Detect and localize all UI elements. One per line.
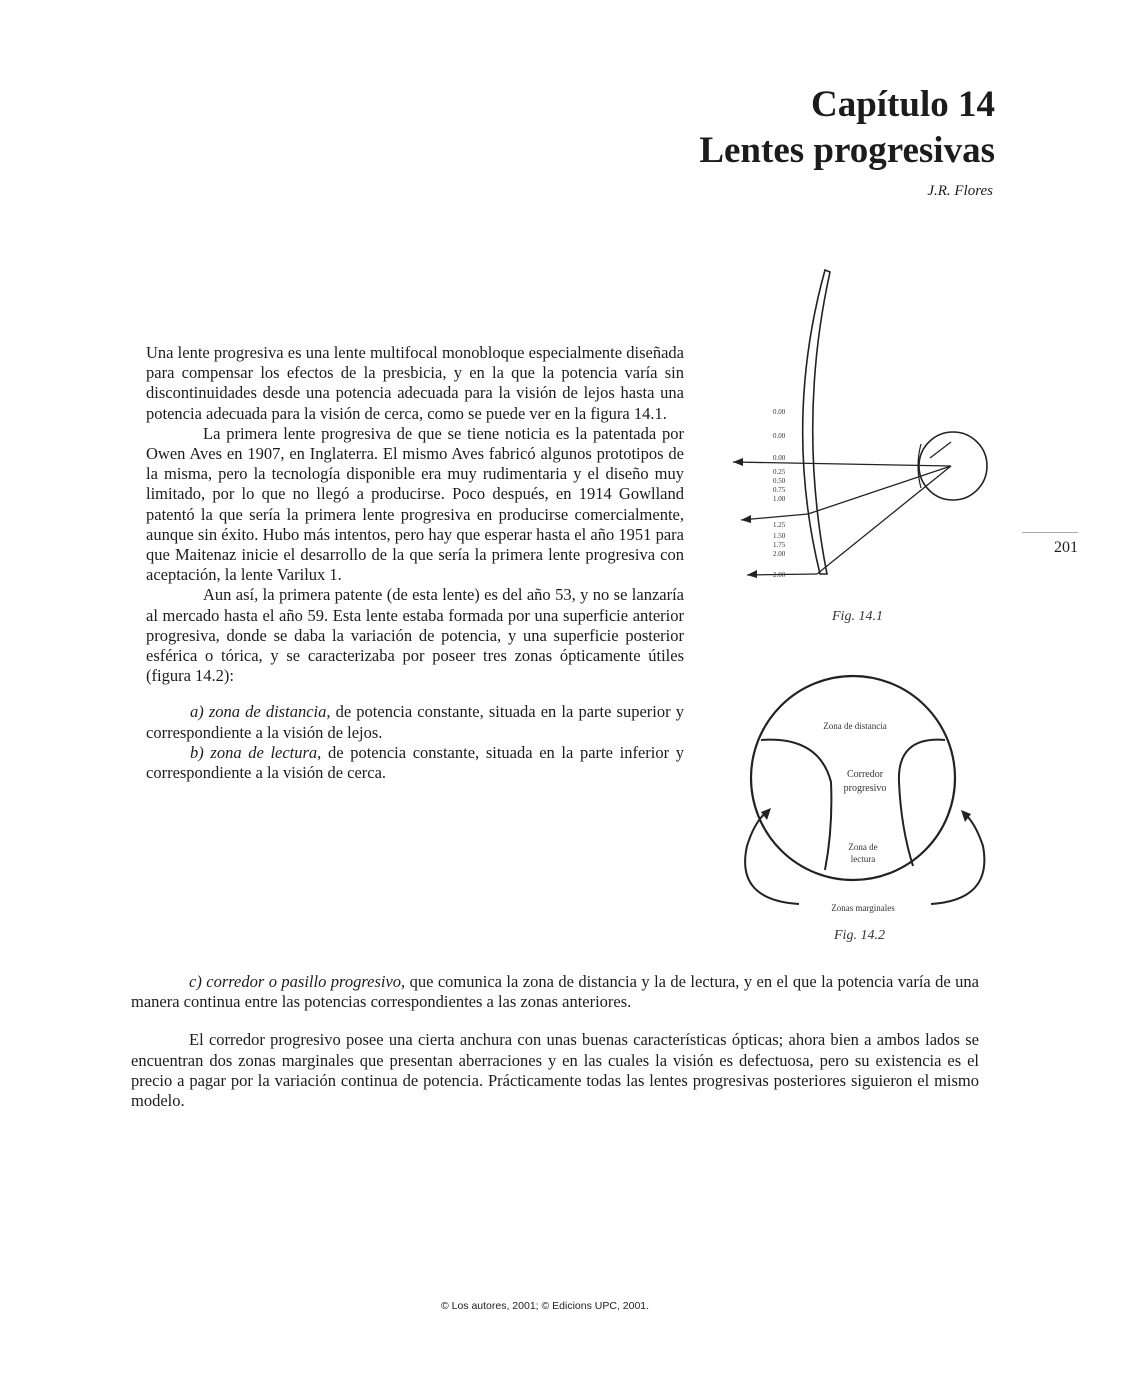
power-label: 0.00 xyxy=(773,432,786,440)
paragraph-2: La primera lente progresiva de que se tiene noticia es la patentada por Owen Aves en 1907, en Inglaterra. El mismo Aves fabricó algunos prototipos de la misma, pero la tecnología disponible era muy rudimentaria y el diseño muy limitado, por lo que no llegó a producirse. Poco después, en 1914 Gowlland patentó la que sería la primera lente progresiva en producirse comercialmente, aunque sin éxito. Hubo más intentos, pero hay que esperar hasta el año 1951 para que Maitenaz inicie el desarrollo de la que sería la primera lente progresiva con aceptación, la lente Varilux 1. xyxy=(146,423,684,585)
page-number: 201 xyxy=(1022,532,1078,557)
boundary-right xyxy=(899,740,945,866)
power-label: 1.25 xyxy=(773,521,786,529)
ray-mid-arrow xyxy=(741,515,751,523)
body-column xyxy=(146,343,684,783)
list-item-corredor xyxy=(131,972,979,1012)
label-zonas-marginales: Zonas marginales xyxy=(831,903,895,913)
list-term: a) zona de distancia, xyxy=(190,702,331,722)
list-term: b) zona de lectura, xyxy=(190,742,322,762)
ray-far-arrow xyxy=(733,458,743,466)
lens-shape xyxy=(803,270,830,574)
boundary-left xyxy=(761,740,831,870)
figure-14-2-caption: Fig. 14.2 xyxy=(834,928,885,943)
ray-top xyxy=(930,442,951,458)
list-item-lectura xyxy=(146,743,684,783)
label-corredor: Corredor xyxy=(846,769,884,780)
chapter-title xyxy=(699,82,995,174)
power-label: 0.25 xyxy=(773,468,786,476)
power-label: 0.50 xyxy=(773,477,786,485)
power-label: 1.75 xyxy=(773,541,786,549)
label-zona-de: Zona de xyxy=(848,842,878,852)
list-term: c) corredor o pasillo progresivo, xyxy=(189,972,406,991)
ray-near-arrow xyxy=(747,570,757,578)
list-text: que comunica la zona de distancia y la de lectura, y en el que la potencia varía de una manera continua entre las potencias correspondientes a las zonas anteriores. xyxy=(131,972,979,1012)
list-text: de potencia constante, situada en la parte inferior y correspondiente a la visión de cerca. xyxy=(146,742,684,783)
label-progresivo: progresivo xyxy=(843,783,887,794)
power-label: 2.00 xyxy=(773,550,786,558)
figure-14-1-caption: Fig. 14.1 xyxy=(832,609,883,624)
power-label: 0.00 xyxy=(773,454,786,462)
arrow-left-head xyxy=(761,808,771,820)
list-text: de potencia constante, situada en la parte superior y correspondiente a la visión de lejos. xyxy=(146,702,684,742)
power-label: 0.00 xyxy=(773,408,786,416)
body-full-width xyxy=(131,972,979,1111)
power-label: 0.75 xyxy=(773,486,786,494)
author: J.R. Flores xyxy=(927,183,993,199)
copyright-footer: © Los autores, 2001; © Edicions UPC, 2001. xyxy=(440,1300,650,1312)
figure-14-1 xyxy=(725,262,995,592)
figure-14-2 xyxy=(735,670,995,920)
power-label: 1.00 xyxy=(773,495,786,503)
arrow-left-curve xyxy=(745,810,799,904)
label-lectura: lectura xyxy=(850,854,876,864)
chapter-name: Lentes progresivas xyxy=(699,130,995,171)
chapter-number: Capítulo 14 xyxy=(810,84,995,125)
arrow-right-curve xyxy=(931,812,984,904)
power-label: 2.00 xyxy=(773,571,786,579)
ray-mid-out xyxy=(741,514,808,520)
paragraph-3: Aun así, la primera patente (de esta lente) es del año 53, y no se lanzaría al mercado hasta el año 59. Esta lente estaba formada por una superficie anterior progresiva, donde se daba la variación de potencia, y una superficie posterior esférica o tórica, y se caracterizaba por poseer tres zonas ópticamente útiles (figura 14.2): xyxy=(146,585,684,686)
paragraph-4: El corredor progresivo posee una cierta anchura con unas buenas características ópticas; ahora bien a ambos lados se encuentran dos zonas marginales que presentan aberraciones y en las cuales la visión es defectuosa, pero su existencia es el precio a pagar por la variación continua de potencia. Prácticamente todas las lentes progresivas posteriores siguieron el mismo modelo. xyxy=(131,1030,979,1111)
list-item-distancia xyxy=(146,702,684,742)
ray-near xyxy=(817,466,951,574)
paragraph-1: Una lente progresiva es una lente multifocal monobloque especialmente diseñada para compensar los efectos de la presbicia, y en la que la potencia varía sin discontinuidades desde una potencia adecuada para la visión de lejos hasta una potencia adecuada para la visión de cerca, como se puede ver en la figura 14.1. xyxy=(146,343,684,423)
label-zona-distancia: Zona de distancia xyxy=(823,721,887,731)
power-label: 1.50 xyxy=(773,532,786,540)
